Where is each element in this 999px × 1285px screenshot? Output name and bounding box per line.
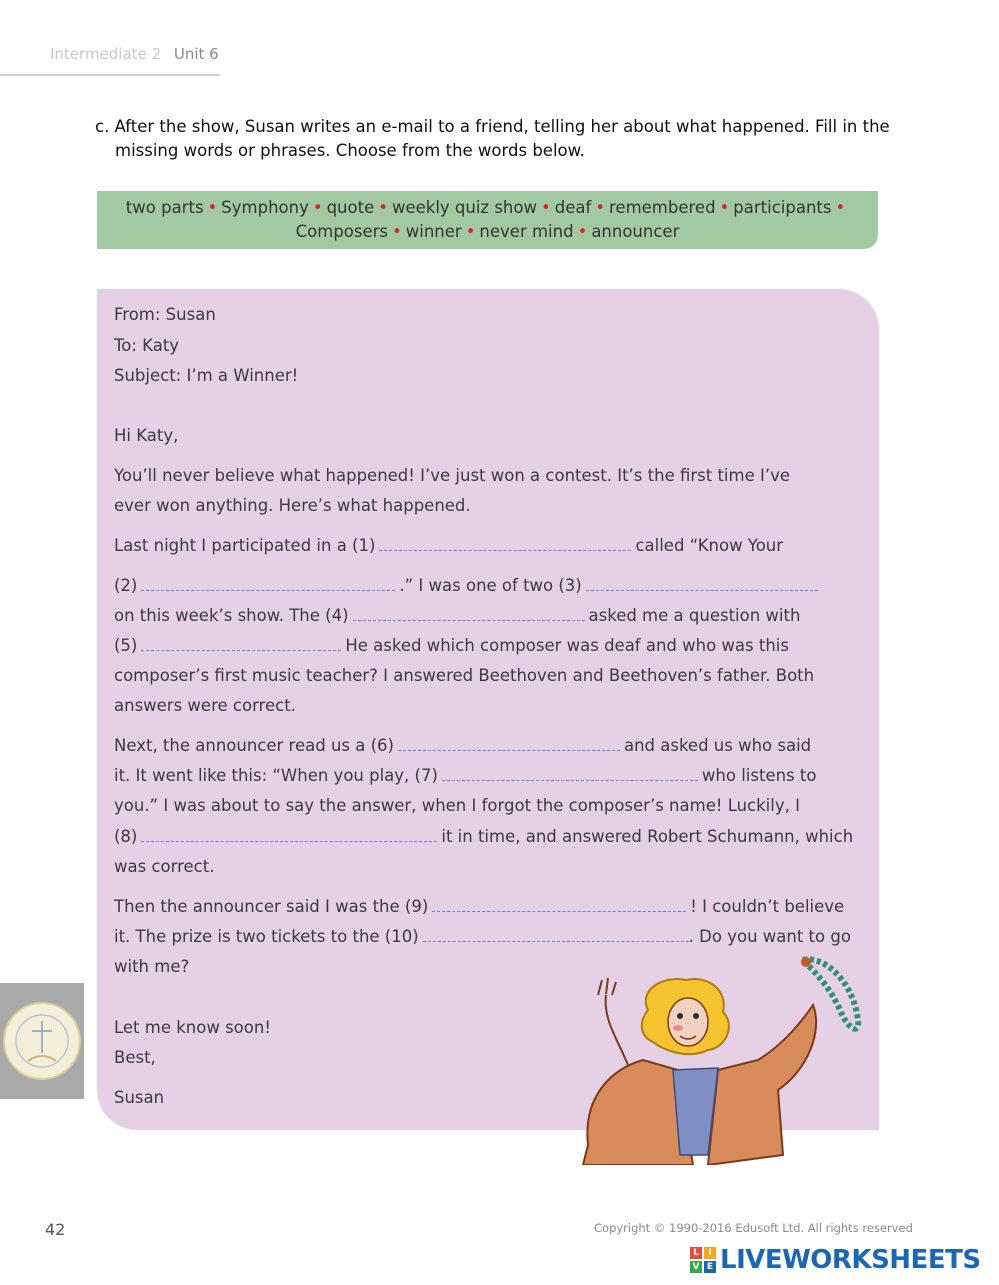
word-bank-item: two parts: [125, 198, 204, 217]
email-text-line: [114, 897, 844, 917]
word-bank-line-2: Composers • winner • never mind • announcer: [295, 222, 680, 241]
woman-illustration: [568, 950, 868, 1165]
word-bank-item: winner: [405, 222, 462, 241]
email-text-line: [114, 576, 822, 596]
logo-text: LIVEWORKSHEETS: [720, 1245, 981, 1275]
word-bank-item: participants: [733, 198, 832, 217]
word-bank-line-1: two parts • Symphony • quote • weekly quiz show • deaf • remembered • participants •: [125, 198, 846, 217]
email-closing: Let me know soon!: [114, 1018, 271, 1037]
logo-letter: E: [704, 1261, 716, 1273]
email-text-line: with me?: [114, 957, 190, 976]
word-bank-item: Symphony: [221, 198, 309, 217]
logo-squares-icon: [690, 1247, 716, 1273]
page-header: [50, 45, 219, 63]
text-segment: Last night I participated in a (1): [114, 536, 376, 555]
exercise-instruction: c. After the show, Susan writes an e-mail to a friend, telling her about what happened. Fill in the missing words or phrases. Choose from the words below.: [95, 117, 890, 160]
email-text-line: you.” I was about to say the answer, when I forgot the composer’s name! Luckily, I: [114, 796, 800, 815]
text-segment: He asked which composer was deaf and who was this: [345, 636, 789, 655]
word-bank: [97, 191, 878, 249]
text-segment: (5): [114, 636, 138, 655]
text-segment: (8): [114, 827, 138, 846]
blank-3-input[interactable]: [586, 576, 818, 591]
blank-4-input[interactable]: [353, 606, 585, 621]
blank-8-input[interactable]: [141, 827, 437, 842]
email-signature: Susan: [114, 1088, 165, 1107]
header-divider: [0, 74, 220, 76]
text-segment: it. The prize is two tickets to the (10): [114, 927, 419, 946]
email-text-line: ever won anything. Here’s what happened.: [114, 496, 471, 515]
text-segment: on this week’s show. The (4): [114, 606, 349, 625]
level-label: Intermediate 2: [50, 45, 162, 63]
text-segment: it. It went like this: “When you play, (7): [114, 766, 438, 785]
blank-10-input[interactable]: [423, 927, 689, 942]
email-from: From: Susan: [114, 305, 216, 324]
word-bank-item: remembered: [609, 198, 716, 217]
email-text-line: [114, 827, 853, 847]
word-bank-item: Composers: [295, 222, 389, 241]
email-text-line: You’ll never believe what happened! I’ve just won a contest. It’s the first time I’ve: [114, 466, 791, 485]
blank-1-input[interactable]: [379, 536, 631, 551]
email-greeting: Hi Katy,: [114, 426, 179, 445]
blank-6-input[interactable]: [398, 736, 620, 751]
email-text-line: composer’s first music teacher? I answered Beethoven and Beethoven’s father. Both: [114, 666, 815, 685]
text-segment: Next, the announcer read us a (6): [114, 736, 394, 755]
email-text-line: [114, 766, 816, 786]
email-text-line: [114, 736, 811, 756]
email-text-line: was correct.: [114, 857, 215, 876]
email-signoff: Best,: [114, 1048, 156, 1067]
logo-letter: V: [690, 1261, 702, 1273]
word-bank-item: quote: [326, 198, 375, 217]
email-text-line: [114, 636, 789, 656]
text-segment: who listens to: [701, 766, 817, 785]
text-segment: Then the announcer said I was the (9): [114, 897, 429, 916]
text-segment: asked me a question with: [588, 606, 801, 625]
word-bank-item: weekly quiz show: [391, 198, 537, 217]
liveworksheets-logo: [690, 1243, 981, 1277]
text-segment: (2): [114, 576, 138, 595]
copyright-notice: Copyright © 1990-2016 Edusoft Ltd. All rights reserved: [594, 1221, 913, 1235]
text-segment: ! I couldn’t believe: [690, 897, 845, 916]
university-seal-logo: [0, 983, 84, 1099]
blank-7-input[interactable]: [442, 766, 698, 781]
email-subject: Subject: I’m a Winner!: [114, 366, 299, 385]
email-text-line: answers were correct.: [114, 696, 296, 715]
blank-5-input[interactable]: [141, 636, 341, 651]
email-text-line: [114, 536, 783, 556]
unit-label: Unit 6: [173, 45, 219, 63]
text-segment: . Do you want to go: [688, 927, 851, 946]
text-segment: and asked us who said: [623, 736, 812, 755]
email-text-line: [114, 927, 851, 947]
word-bank-item: deaf: [554, 198, 592, 217]
logo-letter: I: [704, 1247, 716, 1259]
word-bank-item: announcer: [591, 222, 680, 241]
text-segment: .” I was one of two (3): [399, 576, 582, 595]
email-to: To: Katy: [114, 336, 180, 355]
email-text-line: [114, 606, 800, 626]
logo-letter: L: [690, 1247, 702, 1259]
text-segment: it in time, and answered Robert Schumann, which: [441, 827, 854, 846]
blank-2-input[interactable]: [141, 576, 395, 591]
text-segment: called “Know Your: [635, 536, 784, 555]
page-number: 42: [45, 1220, 66, 1239]
blank-9-input[interactable]: [432, 897, 686, 912]
word-bank-item: never mind: [479, 222, 574, 241]
